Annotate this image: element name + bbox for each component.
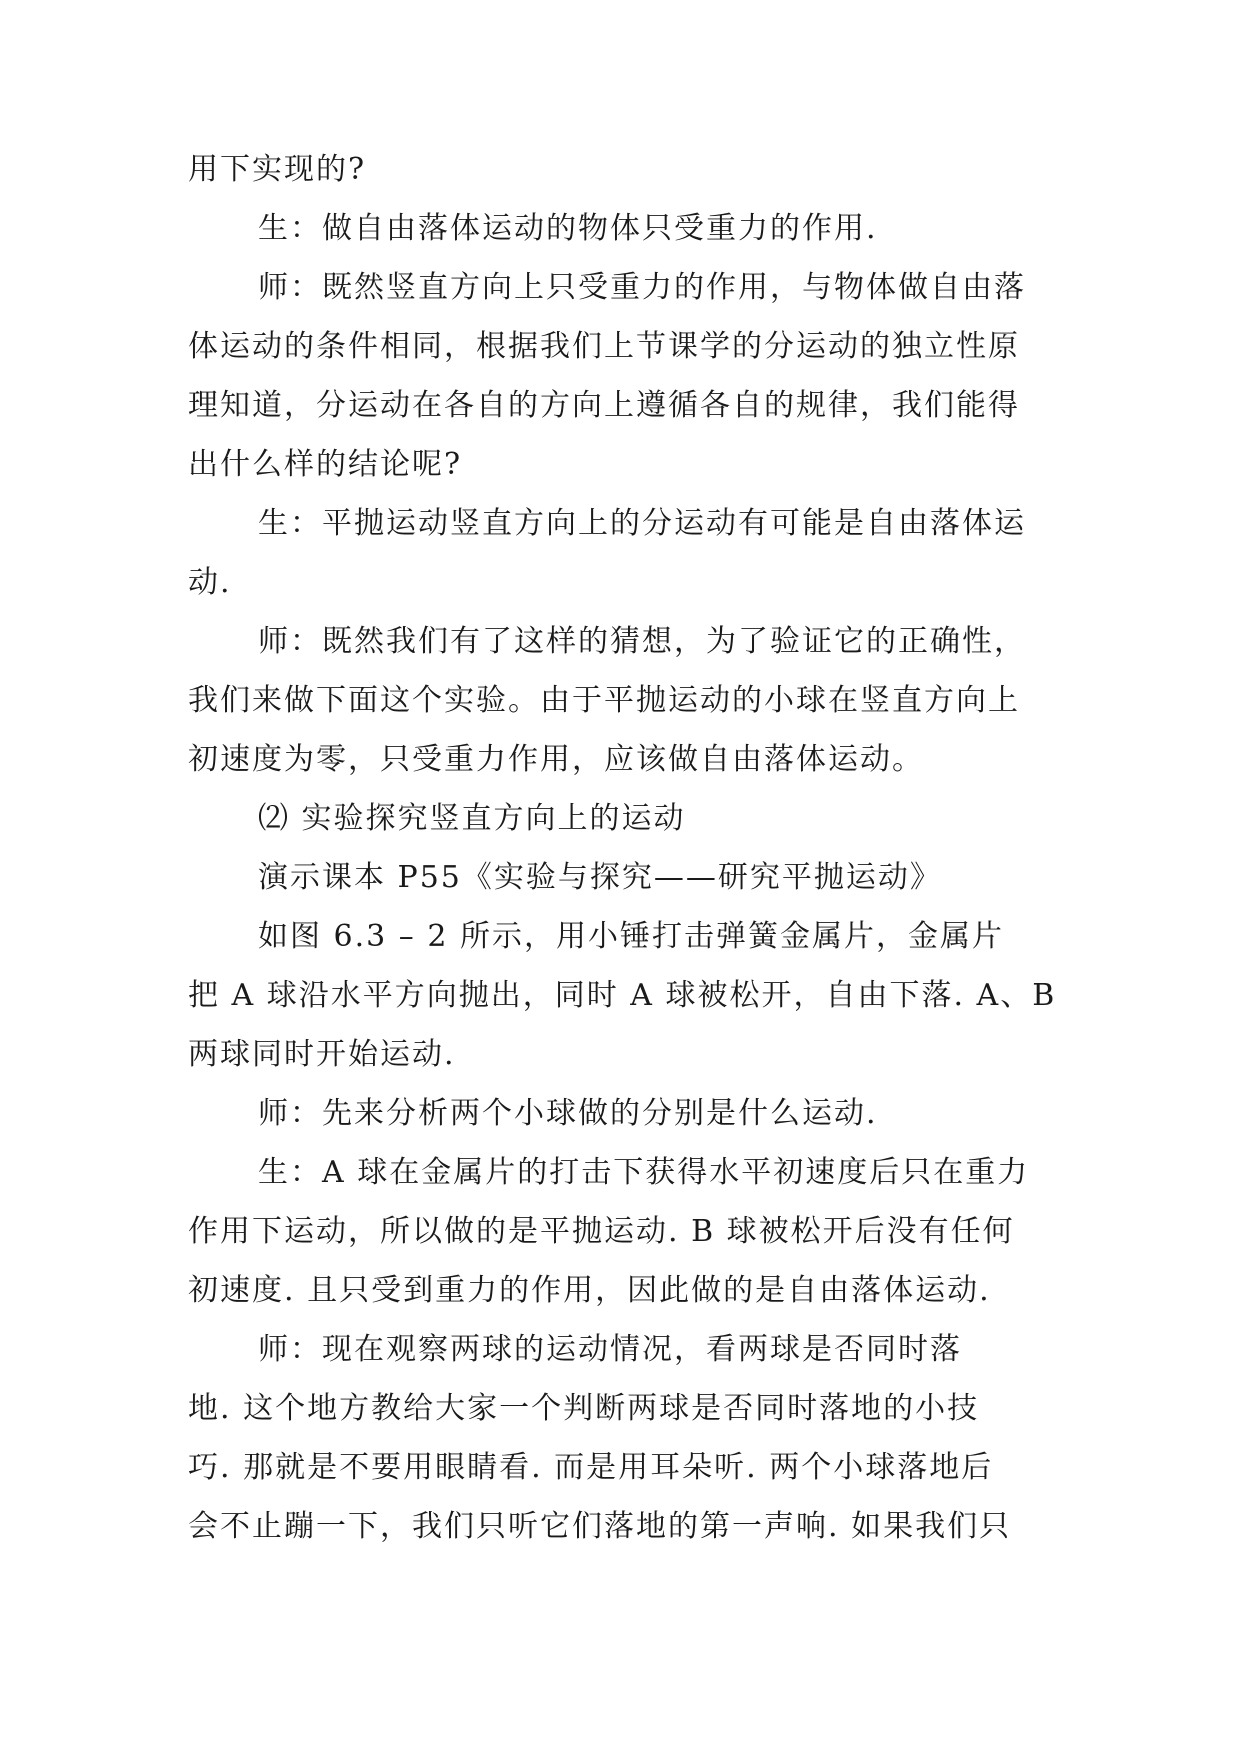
section-heading: ⑵ 实验探究竖直方向上的运动: [258, 801, 686, 836]
text-line: 生：A 球在金属片的打击下获得水平初速度后只在重力: [258, 1155, 1030, 1190]
text-line: 生：做自由落体运动的物体只受重力的作用.: [258, 211, 878, 246]
text-line: 演示课本 P55《实验与探究——研究平抛运动》: [258, 860, 942, 895]
text-line: 两球同时开始运动.: [188, 1037, 456, 1072]
text-line: 如图 6.3 – 2 所示，用小锤打击弹簧金属片，金属片: [258, 919, 1004, 954]
text-line: 初速度. 且只受到重力的作用，因此做的是自由落体运动.: [188, 1273, 991, 1308]
text-line: 会不止蹦一下，我们只听它们落地的第一声响. 如果我们只: [188, 1509, 1012, 1544]
text-line: 理知道，分运动在各自的方向上遵循各自的规律，我们能得: [188, 388, 1020, 423]
text-line: 把 A 球沿水平方向抛出，同时 A 球被松开，自由下落. A、B: [188, 978, 1057, 1013]
text-line: 体运动的条件相同，根据我们上节课学的分运动的独立性原: [188, 329, 1020, 364]
text-line: 出什么样的结论呢?: [188, 447, 463, 482]
text-line: 师：既然我们有了这样的猜想，为了验证它的正确性，: [258, 624, 1026, 659]
text-line: 师：先来分析两个小球做的分别是什么运动.: [258, 1096, 878, 1131]
text-line: 地. 这个地方教给大家一个判断两球是否同时落地的小技: [188, 1391, 980, 1426]
text-line: 巧. 那就是不要用眼睛看. 而是用耳朵听. 两个小球落地后: [188, 1450, 994, 1485]
text-line: 用下实现的?: [188, 152, 367, 187]
text-line: 生：平抛运动竖直方向上的分运动有可能是自由落体运: [258, 506, 1026, 541]
text-line: 我们来做下面这个实验。由于平抛运动的小球在竖直方向上: [188, 683, 1020, 718]
text-line: 作用下运动，所以做的是平抛运动. B 球被松开后没有任何: [188, 1214, 1015, 1249]
text-line: 师：既然竖直方向上只受重力的作用，与物体做自由落: [258, 270, 1026, 305]
text-line: 初速度为零，只受重力作用，应该做自由落体运动。: [188, 742, 924, 777]
text-line: 动.: [188, 565, 232, 600]
text-line: 师：现在观察两球的运动情况，看两球是否同时落: [258, 1332, 962, 1367]
